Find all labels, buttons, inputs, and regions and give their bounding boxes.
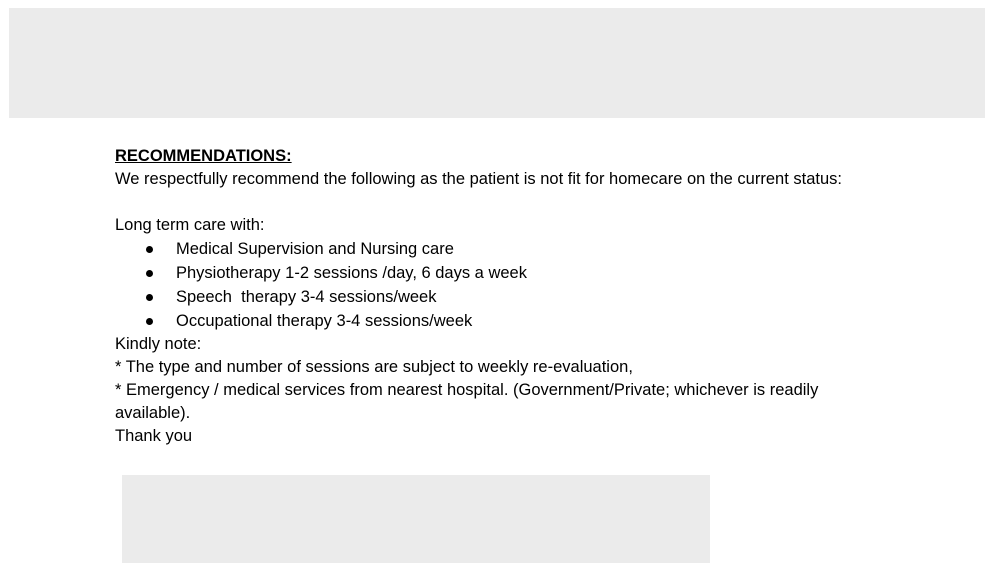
bullet-icon bbox=[146, 246, 153, 253]
long-term-care-label: Long term care with: bbox=[115, 216, 265, 234]
redacted-signature-block bbox=[122, 475, 710, 563]
closing-text: Thank you bbox=[115, 427, 193, 445]
note-line-1: * The type and number of sessions are subject to weekly re-evaluation, bbox=[115, 358, 633, 376]
list-item bbox=[115, 237, 875, 261]
list-item-text: Speech therapy 3-4 sessions/week bbox=[176, 288, 437, 306]
recommendations-heading: RECOMMENDATIONS: bbox=[115, 147, 292, 165]
list-item-text: Occupational therapy 3-4 sessions/week bbox=[176, 312, 473, 330]
note-line-2: * Emergency / medical services from nearest hospital. (Government/Private; whichever is readily available). bbox=[115, 381, 819, 422]
kindly-note-label: Kindly note: bbox=[115, 335, 202, 353]
list-item-text: Medical Supervision and Nursing care bbox=[176, 240, 454, 258]
list-item bbox=[115, 285, 875, 309]
recommendations-section bbox=[115, 145, 875, 448]
intro-paragraph: We respectfully recommend the following as the patient is not fit for homecare on the current status: bbox=[115, 170, 842, 188]
bullet-icon bbox=[146, 318, 153, 325]
bullet-icon bbox=[146, 294, 153, 301]
list-item bbox=[115, 309, 875, 333]
list-item bbox=[115, 261, 875, 285]
list-item-text: Physiotherapy 1-2 sessions /day, 6 days a week bbox=[176, 264, 527, 282]
care-list bbox=[115, 237, 875, 333]
redacted-header-block bbox=[9, 8, 985, 118]
blank-line bbox=[115, 191, 875, 214]
bullet-icon bbox=[146, 270, 153, 277]
